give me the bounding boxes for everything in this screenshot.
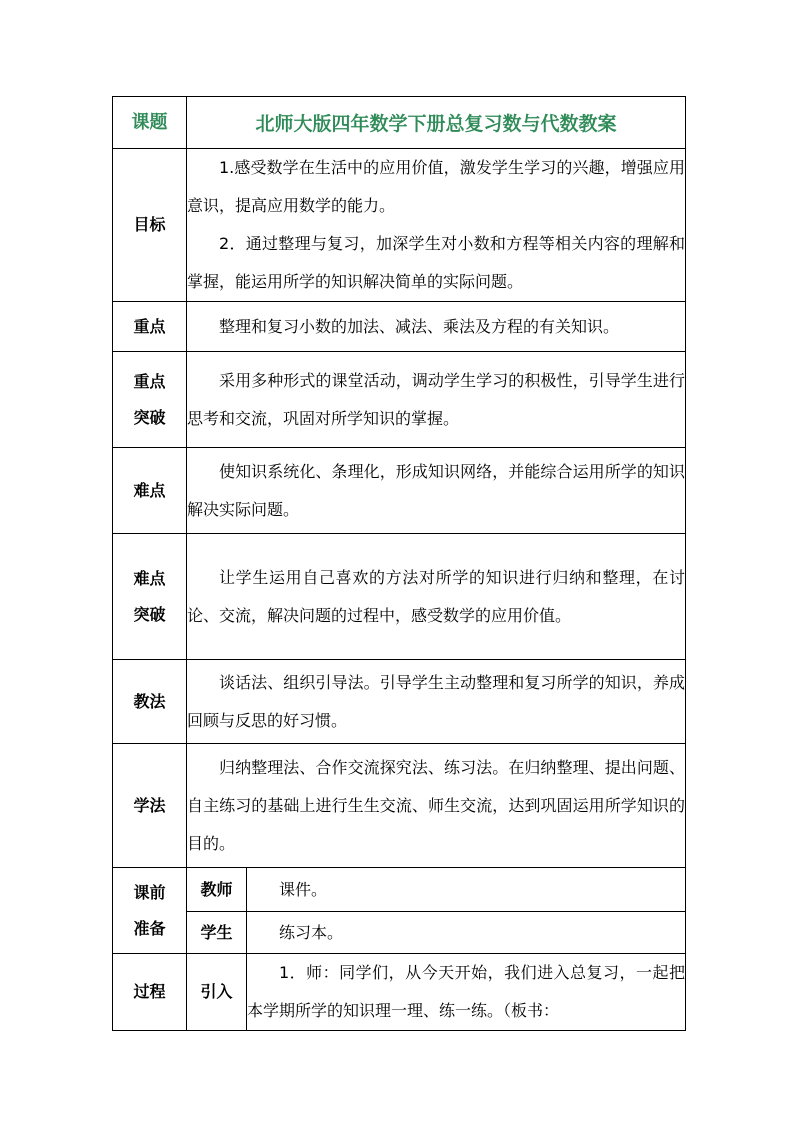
key-breakthrough-label-line2: 突破 xyxy=(133,407,166,427)
key-breakthrough-text: 采用多种形式的课堂活动，调动学生学习的积极性，引导学生进行思考和交流，巩固对所学知识的掌握。 xyxy=(187,370,686,428)
difficulty-text: 使知识系统化、条理化，形成知识网络，并能综合运用所学的知识解决实际问题。 xyxy=(187,461,686,519)
learning-method-row xyxy=(113,744,686,868)
difficulty-breakthrough-label-line1: 难点 xyxy=(133,568,166,588)
lesson-title: 北师大版四年数学下册总复习数与代数教案 xyxy=(187,97,686,149)
process-label: 过程 xyxy=(113,954,187,1031)
difficulty-breakthrough-label xyxy=(113,534,187,660)
student-label: 学生 xyxy=(187,912,247,954)
difficulty-label: 难点 xyxy=(113,448,187,534)
teacher-prep-content xyxy=(247,868,686,912)
process-stage-label: 引入 xyxy=(187,954,247,1031)
student-prep-text: 练习本。 xyxy=(279,922,344,942)
key-point-content xyxy=(187,302,686,352)
preparation-label xyxy=(113,868,187,954)
lesson-plan-table xyxy=(112,96,686,1031)
key-point-text: 整理和复习小数的加法、减法、乘法及方程的有关知识。 xyxy=(219,316,620,336)
goal-item-2: 2．通过整理与复习，加深学生对小数和方程等相关内容的理解和掌握，能运用所学的知识解决简单的实际问题。 xyxy=(187,234,686,291)
key-point-label: 重点 xyxy=(113,302,187,352)
teaching-method-row xyxy=(113,660,686,744)
key-breakthrough-row xyxy=(113,352,686,448)
preparation-label-line2: 准备 xyxy=(133,918,166,938)
teacher-label: 教师 xyxy=(187,868,247,912)
difficulty-content xyxy=(187,448,686,534)
teaching-method-text: 谈话法、组织引导法。引导学生主动整理和复习所学的知识，养成回顾与反思的好习惯。 xyxy=(187,672,686,730)
difficulty-breakthrough-content xyxy=(187,534,686,660)
teacher-prep-text: 课件。 xyxy=(279,879,328,899)
goal-item-1: 1.感受数学在生活中的应用价值，激发学生学习的兴趣，增强应用意识，提高应用数学的能力。 xyxy=(187,158,686,215)
difficulty-row xyxy=(113,448,686,534)
teaching-method-label: 教法 xyxy=(113,660,187,744)
student-prep-content xyxy=(247,912,686,954)
process-content xyxy=(247,954,686,1031)
key-breakthrough-label-line1: 重点 xyxy=(133,371,166,391)
teaching-method-content xyxy=(187,660,686,744)
preparation-label-line1: 课前 xyxy=(133,882,166,902)
key-breakthrough-content xyxy=(187,352,686,448)
prep-teacher-row xyxy=(113,868,686,912)
goals-row xyxy=(113,149,686,302)
learning-method-label: 学法 xyxy=(113,744,187,868)
goals-label: 目标 xyxy=(113,149,187,302)
difficulty-breakthrough-label-line2: 突破 xyxy=(133,604,166,624)
learning-method-text: 归纳整理法、合作交流探究法、练习法。在归纳整理、提出问题、自主练习的基础上进行生生交流、师生交流，达到巩固运用所学知识的目的。 xyxy=(187,757,686,853)
process-row xyxy=(113,954,686,1031)
learning-method-content xyxy=(187,744,686,868)
title-row xyxy=(113,97,686,149)
difficulty-breakthrough-text: 让学生运用自己喜欢的方法对所学的知识进行归纳和整理，在讨论、交流，解决问题的过程中，感受数学的应用价值。 xyxy=(187,567,686,625)
key-breakthrough-label xyxy=(113,352,187,448)
prep-student-row xyxy=(113,912,686,954)
process-text: 1．师：同学们，从今天开始，我们进入总复习，一起把本学期所学的知识理一理、练一练。（板书： xyxy=(247,963,686,1020)
title-label: 课题 xyxy=(113,97,187,149)
goals-content xyxy=(187,149,686,302)
key-point-row xyxy=(113,302,686,352)
difficulty-breakthrough-row xyxy=(113,534,686,660)
